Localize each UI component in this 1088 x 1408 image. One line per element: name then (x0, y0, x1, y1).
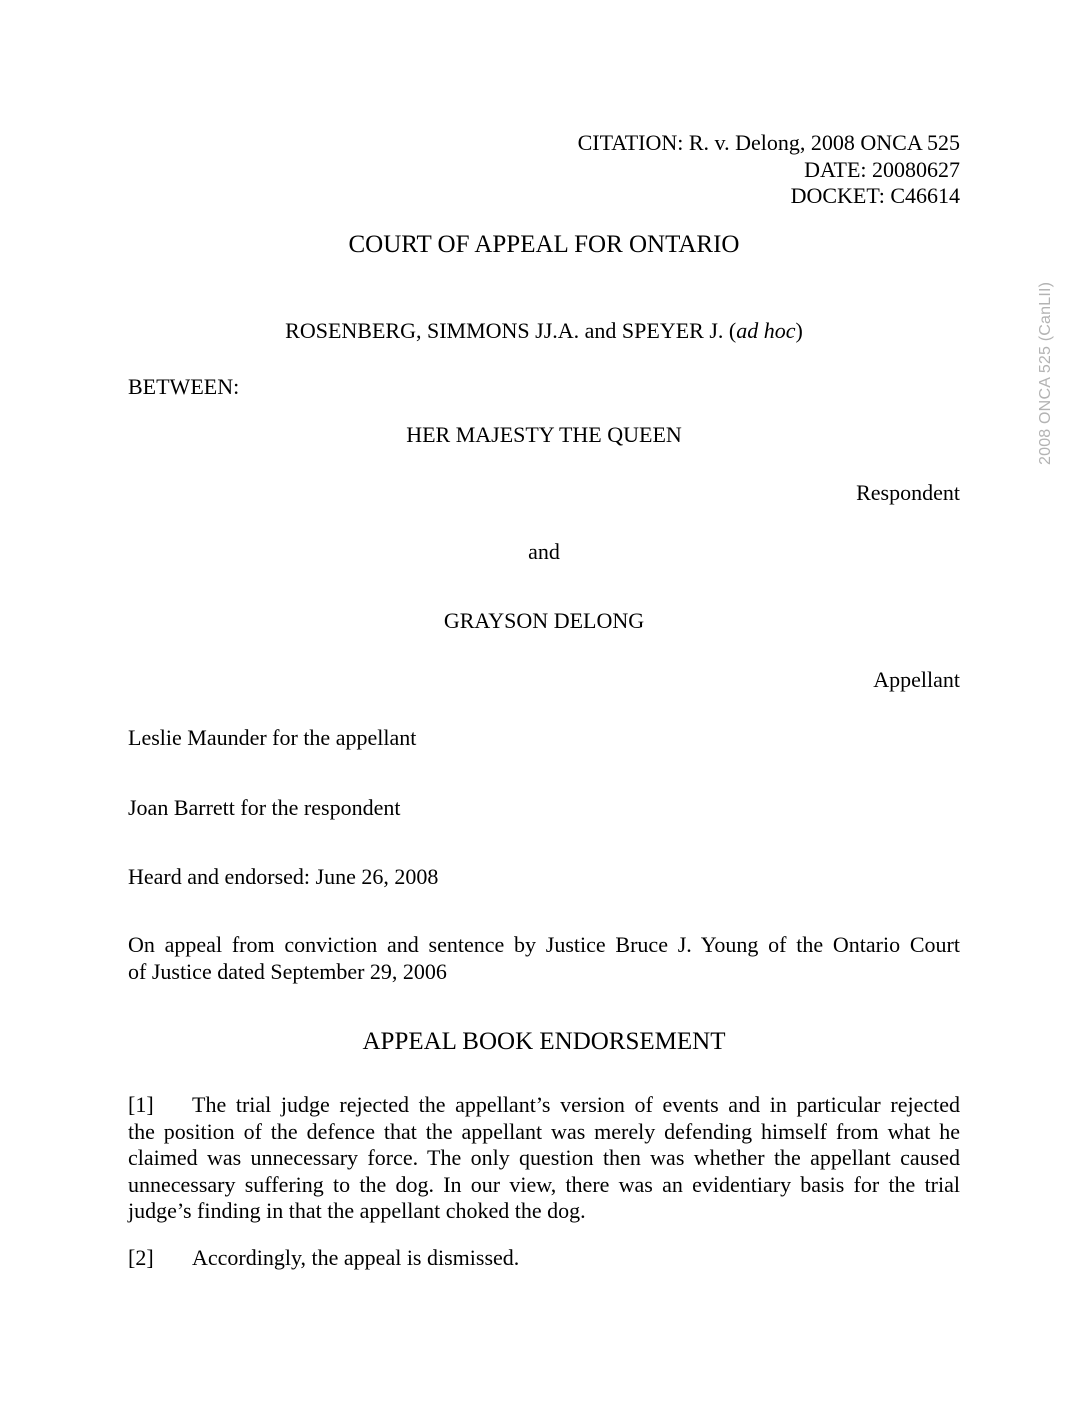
paragraph-2 (128, 1245, 960, 1272)
judges-text: ROSENBERG, SIMMONS JJ.A. and SPEYER J. ( (285, 318, 737, 343)
paragraph-line: judge’s finding in that the appellant choked the dog. (128, 1198, 586, 1223)
paragraph-number: [1] (128, 1092, 154, 1117)
heard-date: Heard and endorsed: June 26, 2008 (128, 864, 439, 889)
appeal-from-line: On appeal from conviction and sentence by Justice Bruce J. Young of the Ontario Court (128, 932, 960, 957)
judges-close: ) (795, 318, 803, 343)
endorsement-title: APPEAL BOOK ENDORSEMENT (362, 1028, 726, 1055)
ad-hoc-text: ad hoc (736, 318, 796, 343)
citation-line: CITATION: R. v. Delong, 2008 ONCA 525 (577, 130, 960, 155)
appeal-from (128, 931, 960, 985)
party1-role: Respondent (856, 480, 960, 505)
date-line: DATE: 20080627 (804, 156, 960, 182)
appeal-from-line: of Justice dated September 29, 2006 (128, 959, 447, 984)
paragraph-line (128, 1092, 960, 1119)
paragraph-line: the position of the defence that the appellant was merely defending himself from what he (128, 1118, 960, 1144)
counsel-respondent: Joan Barrett for the respondent (128, 795, 401, 820)
paragraph-text: Accordingly, the appeal is dismissed. (192, 1245, 520, 1270)
and-label: and (528, 539, 560, 564)
paragraph-text: The trial judge rejected the appellant’s version of events and in particular rejected (192, 1092, 960, 1117)
paragraph-line: claimed was unnecessary force. The only question then was whether the appellant caused (128, 1145, 960, 1170)
party1-name: HER MAJESTY THE QUEEN (406, 422, 682, 447)
party2-name: GRAYSON DELONG (443, 608, 645, 633)
party2-role: Appellant (873, 667, 960, 692)
docket-line: DOCKET: C46614 (790, 183, 960, 208)
between-label: BETWEEN: (128, 374, 240, 399)
paragraph-line: unnecessary suffering to the dog. In our view, there was an evidentiary basis for the trial (128, 1171, 960, 1197)
court-title: COURT OF APPEAL FOR ONTARIO (348, 231, 740, 258)
paragraph-1 (128, 1092, 960, 1225)
judges-panel (0, 318, 1088, 344)
counsel-appellant: Leslie Maunder for the appellant (128, 725, 417, 750)
paragraph-number: [2] (128, 1245, 154, 1270)
citation-header (578, 130, 960, 210)
canlii-watermark: 2008 ONCA 525 (CanLII) (1037, 281, 1054, 465)
